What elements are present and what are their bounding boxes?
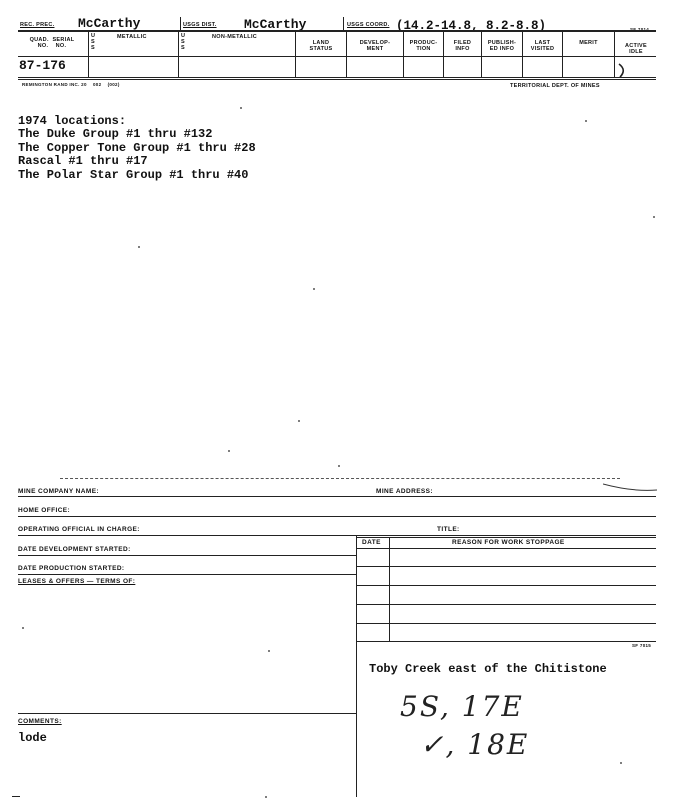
territorial-dept: TERRITORIAL DEPT. OF MINES — [510, 83, 600, 89]
usgs-coord-label: USGS COORD. — [347, 22, 390, 28]
col-production: PRODUC- TION — [409, 40, 438, 52]
note-line: The Duke Group #1 thru #132 — [18, 127, 213, 142]
col-quad-serial: QUAD. SERIAL NO. NO. — [29, 37, 75, 49]
col-published-info: PUBLISH- ED INFO — [487, 40, 517, 52]
reason-work-stoppage-label: REASON FOR WORK STOPPAGE — [452, 539, 565, 546]
col-merit: MERIT — [579, 40, 598, 46]
operating-official-label: OPERATING OFFICIAL IN CHARGE: — [18, 526, 140, 533]
date-development-started-label: DATE DEVELOPMENT STARTED: — [18, 546, 131, 553]
note-line: 1974 locations: — [18, 114, 127, 128]
location-notes — [18, 115, 256, 182]
col-active-idle: ACTIVE IDLE — [625, 43, 647, 55]
record-number: 87-176 — [19, 58, 66, 73]
comments-value: lode — [18, 731, 47, 745]
mine-company-label: MINE COMPANY NAME: — [18, 488, 99, 495]
col-non-metallic: NON-METALLIC — [212, 34, 258, 40]
date-column-label: DATE — [362, 539, 381, 546]
form-number-bottom: SF 7015 — [632, 643, 652, 648]
rec-prec-label: REC. PREC. — [20, 22, 55, 28]
note-line: Rascal #1 thru #17 — [18, 154, 148, 169]
col-development: DEVELOP- MENT — [359, 40, 391, 52]
mine-address-label: MINE ADDRESS: — [376, 488, 433, 495]
col-land-status: LAND STATUS — [309, 40, 333, 52]
leases-offers-label: LEASES & OFFERS — TERMS OF: — [18, 578, 136, 585]
col-us-nonmetallic: U S S — [181, 33, 186, 51]
form-number-top: SF 7014 — [630, 27, 650, 32]
usgs-dist-value: McCarthy — [244, 17, 307, 32]
date-production-started-label: DATE PRODUCTION STARTED: — [18, 565, 125, 572]
usgs-coord-value: (14.2-14.8, 8.2-8.8) — [396, 19, 547, 33]
location-description: Toby Creek east of the Chitistone — [369, 662, 607, 676]
comments-label: COMMENTS: — [18, 718, 62, 725]
handwritten-township-range-2: ✓, 18E — [420, 728, 530, 761]
col-filed-info: FILED INFO — [453, 40, 472, 52]
check-mark-icon — [616, 62, 630, 80]
note-line: The Copper Tone Group #1 thru #28 — [18, 140, 256, 155]
home-office-label: HOME OFFICE: — [18, 507, 71, 514]
col-metallic: METALLIC — [117, 34, 147, 40]
note-line: The Polar Star Group #1 thru #40 — [18, 167, 249, 182]
usgs-dist-label: USGS DIST. — [183, 22, 217, 28]
paper-curl-mark — [603, 480, 657, 494]
printer-imprint: REMINGTON RAND INC. 20 002 (002) — [22, 82, 120, 87]
col-us-metallic: U S S — [91, 33, 96, 51]
title-label: TITLE: — [437, 526, 460, 533]
rec-prec-value: McCarthy — [78, 16, 141, 31]
handwritten-township-range-1: 5S, 17E — [400, 690, 524, 723]
col-last-visited: LAST VISITED — [530, 40, 555, 52]
